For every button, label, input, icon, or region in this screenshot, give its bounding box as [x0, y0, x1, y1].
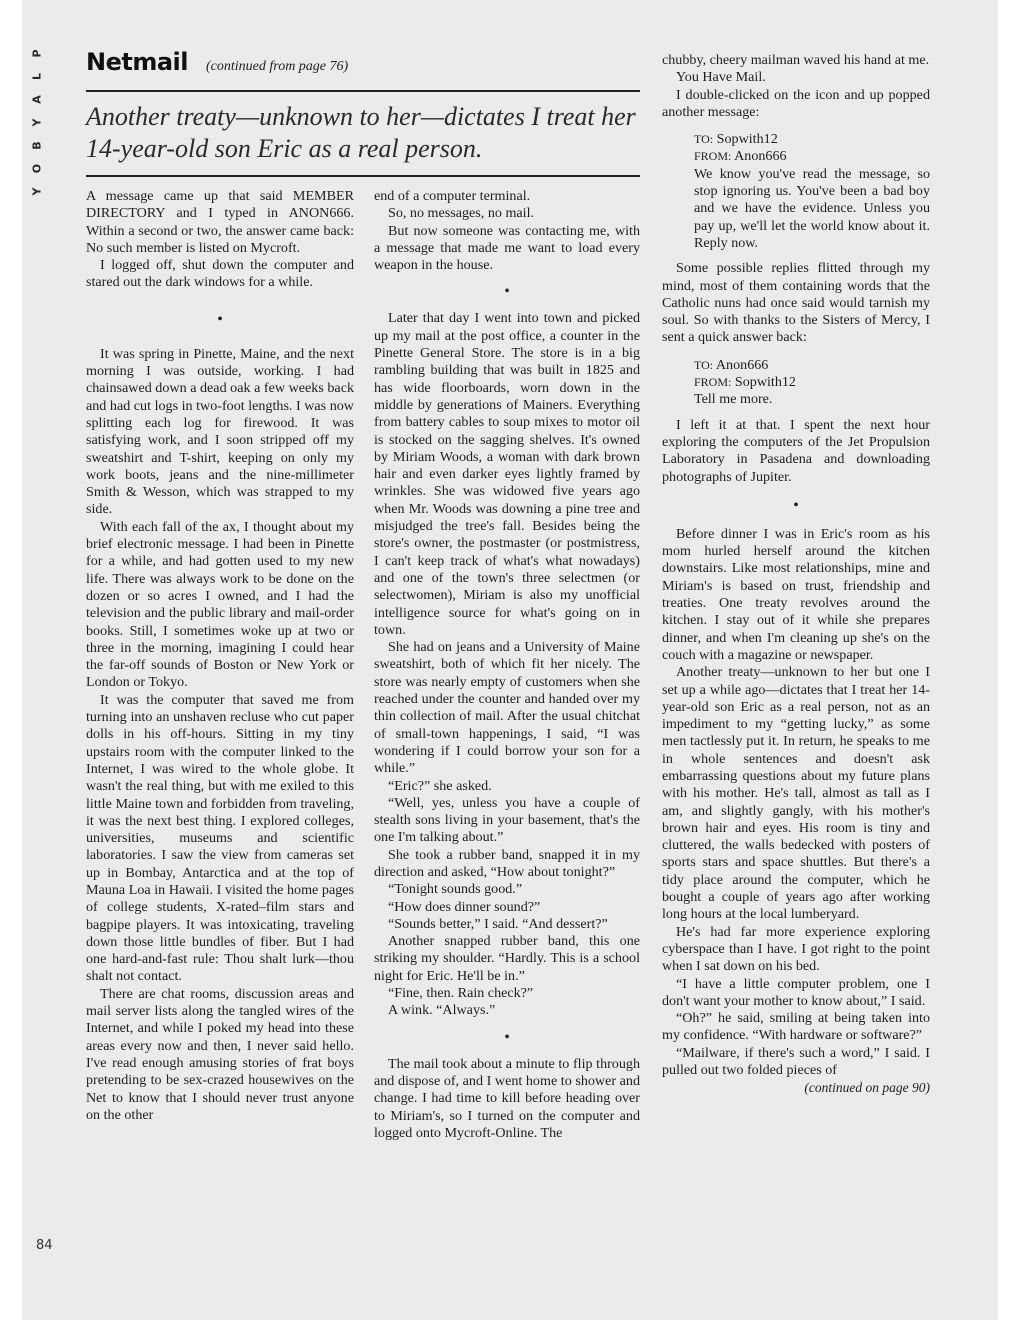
paragraph: end of a computer terminal. [374, 188, 531, 204]
section-separator: • [793, 496, 799, 514]
paragraph: There are chat rooms, discussion areas and mail server lists along the tangled wires of the Internet, and while I poked my head into these areas every now and then, I never said hello. I've read enough amusing stories of frat boys pretending to be sex-crazed housewives on the Net to know that I should never trust anyone on the other [86, 985, 354, 1123]
paragraph: It was spring in Pinette, Maine, and the next morning I was outside, working. I had chainsawed down a dead oak a few weeks back and had cut logs in two-foot lengths. I was now splitting each log for firewood. It was satisfying work, and I soon stripped off my sweatshirt and T-shirt, keeping on only my work boots, jeans and the nine-millimeter Smith & Wesson, which was strapped to my side. [86, 345, 354, 518]
to-address: Sopwith12 [716, 131, 778, 148]
to-address: Anon666 [715, 356, 769, 373]
to-label: TO: [694, 357, 714, 372]
paragraph: “Fine, then. Rain check?” [388, 985, 534, 1002]
paragraph: He's had far more experience exploring cyberspace than I have. I got right to the point when I sat down on his bed. [662, 923, 930, 975]
continued-from: (continued from page 76) [206, 59, 349, 74]
page-number: 84 [36, 1238, 53, 1253]
article-title: Netmail [86, 48, 188, 76]
letter: Y [30, 118, 44, 127]
text-column-1 [86, 188, 354, 1124]
paragraph: A message came up that said MEMBER DIRECTORY and I typed in ANON666. Within a second or two, the answer came back: No such member is listed on Mycroft. [86, 188, 354, 256]
paragraph: You Have Mail. [676, 69, 766, 86]
paragraph: “Mailware, if there's such a word,” I said. I pulled out two folded pieces of [662, 1044, 930, 1079]
letter: L [30, 73, 44, 81]
paragraph: “Well, yes, unless you have a couple of stealth sons living in your basement, that's the one I'm talking about.” [374, 794, 640, 846]
pull-quote: Another treaty—unknown to her—dictates I treat her 14-year-old son Eric as a real person. [86, 102, 636, 163]
paragraph: “Sounds better,” I said. “And dessert?” [388, 915, 608, 932]
from-address: Anon666 [734, 148, 787, 165]
paragraph: She took a rubber band, snapped it in my direction and asked, “How about tonight?” [374, 846, 640, 880]
pullquote-rule [86, 175, 640, 177]
paragraph: So, no messages, no mail. [388, 205, 535, 222]
letter: O [30, 163, 44, 174]
section-separator: • [217, 310, 223, 328]
magazine-name-vertical [30, 42, 50, 203]
letter: P [30, 49, 44, 58]
paragraph: A wink. “Always.” [388, 1002, 496, 1019]
email-body: We know you've read the message, so stop ignoring us. You've been a bad boy and we have the evidence. Unless you pay up, we'll let the world know about it. Reply now. [694, 165, 930, 251]
paragraph: “Eric?” she asked. [388, 777, 492, 794]
section-separator: • [504, 283, 510, 301]
paragraph: I logged off, shut down the computer and stared out the dark windows for a while. [86, 257, 354, 291]
email-body: Tell me more. [694, 391, 773, 408]
letter: A [30, 95, 44, 104]
paragraph: Some possible replies flitted through my mind, most of them containing words that the Catholic nuns had once said would tarnish my soul. So with thanks to the Sisters of Mercy, I sent a quick answer back: [662, 260, 930, 346]
from-label: FROM: [694, 375, 732, 390]
letter: B [30, 141, 44, 150]
article-header [86, 48, 640, 76]
paragraph: Another snapped rubber band, this one striking my shoulder. “Hardly. This is a school night for Eric. He'll be in.” [374, 933, 640, 984]
paragraph: The mail took about a minute to flip through and dispose of, and I went home to shower and change. I had time to kill before heading over to Miriam's, so I turned on the computer and logged onto Mycroft-Online. The [374, 1055, 640, 1141]
email-from-line [694, 148, 930, 165]
paragraph: Before dinner I was in Eric's room as his mom hurled herself around the kitchen downstairs. Like most relationships, mine and Miriam's is based on trust, friendship and treaties. One treaty revolves around the kitchen. I stay out of it while she prepares dinner, and when I'm cleaning up she's on the couch with a magazine or newspaper. [662, 525, 930, 663]
paragraph: “Tonight sounds good.” [388, 881, 523, 898]
to-label: TO: [694, 132, 714, 147]
paragraph: She had on jeans and a University of Maine sweatshirt, both of which fit her nicely. The store was nearly empty of customers when she reached under the counter and handed over my thin collection of mail. After the usual chitchat of small-town happenings, I said, “I was wondering if I could borrow your son for a while.” [374, 639, 640, 777]
paragraph: Later that day I went into town and picked up my mail at the post office, a counter in the Pinette General Store. The store is in a big rambling building that was built in 1825 and has wide floorboards, worn down in the middle by generations of Mainers. Everything from battery cables to soup mixes to motor oil is stocked on the sagging shelves. It's owned by Miriam Woods, a woman with dark brown hair and even darker eyes lightly framed by wrinkles. She was widowed five years ago when Mr. Woods was downing a pine tree and misjudged the tree's fall. Besides being the store's owner, the postmaster (or postmistress, I can't keep track of what's what nowadays) and one of the town's three selectmen (or selectwomen), Miriam is also my unofficial intelligence source for what's going on in town. [374, 310, 640, 638]
text-column-2 [374, 188, 640, 1142]
email-to-line [694, 357, 930, 374]
text-column-3 [662, 52, 930, 1097]
paragraph: chubby, cheery mailman waved his hand at me. [662, 52, 930, 68]
paragraph: “Oh?” he said, smiling at being taken into my confidence. “With hardware or software?” [662, 1010, 930, 1044]
paragraph: “I have a little computer problem, one I don't want your mother to know about,” I said. [662, 975, 930, 1009]
paragraph: “How does dinner sound?” [388, 898, 541, 915]
paragraph: Another treaty—unknown to her but one I set up a while ago—dictates that I treat her 14-year-old son Eric as a real person, not as an impediment to my “getting lucky,” as some men tactlessly put it. In return, he speaks to me in whole sentences and doesn't ask embarrassing questions about my future plans with his mother. He's tall, almost as tall as I am, and slightly gangly, with his mother's brown hair and eyes. His room is tiny and cluttered, the walls bedecked with posters of sports stars and space shuttles. But there's a tidy place around the computer, which he bought a couple of years ago after working long hours at the local lumberyard. [662, 664, 930, 923]
from-address: Sopwith12 [734, 374, 796, 391]
paragraph: With each fall of the ax, I thought about my brief electronic message. I had been in Pinette for a while, and had gotten used to my new life. There was always work to be done on the dozen or so acres I owned, and I had the television and the public library and mail-order books. Still, I sometimes woke up at two or three in the morning, imagining I could hear the far-off sounds of Boston or New York or London or Tokyo. [86, 518, 354, 691]
header-rule [86, 90, 640, 92]
paragraph: It was the computer that saved me from turning into an unshaven recluse who cut paper dolls in his off-hours. Sitting in my tiny upstairs room with the computer linked to the Internet, I was wired to the whole globe. It wasn't the real thing, but with me exiled to this little Maine town and forbidden from traveling, it was the next best thing. I explored colleges, universities, museums and scientific laboratories. I saw the view from cameras set up in Bombay, Antarctica and at the top of Mauna Loa in Hawaii. I visited the home pages of college students, X-rated–film stars and bagpipe players. It was intoxicating, traveling down those little bundles of fiber. But I had one hard-and-fast rule: Thou shalt lurk—thou shalt not contact. [86, 691, 354, 985]
email-from-line [694, 374, 930, 391]
paragraph: But now someone was contacting me, with a message that made me want to load every weapon in the house. [374, 222, 640, 274]
paragraph: I double-clicked on the icon and up popped another message: [662, 86, 930, 120]
from-label: FROM: [694, 149, 732, 164]
letter: Y [30, 187, 44, 196]
paragraph: I left it at that. I spent the next hour exploring the computers of the Jet Propulsion Laboratory in Pasadena and downloading photographs of Jupiter. [662, 416, 930, 485]
email-to-line [694, 131, 930, 148]
section-separator: • [504, 1028, 510, 1046]
continued-on: (continued on page 90) [804, 1080, 930, 1096]
